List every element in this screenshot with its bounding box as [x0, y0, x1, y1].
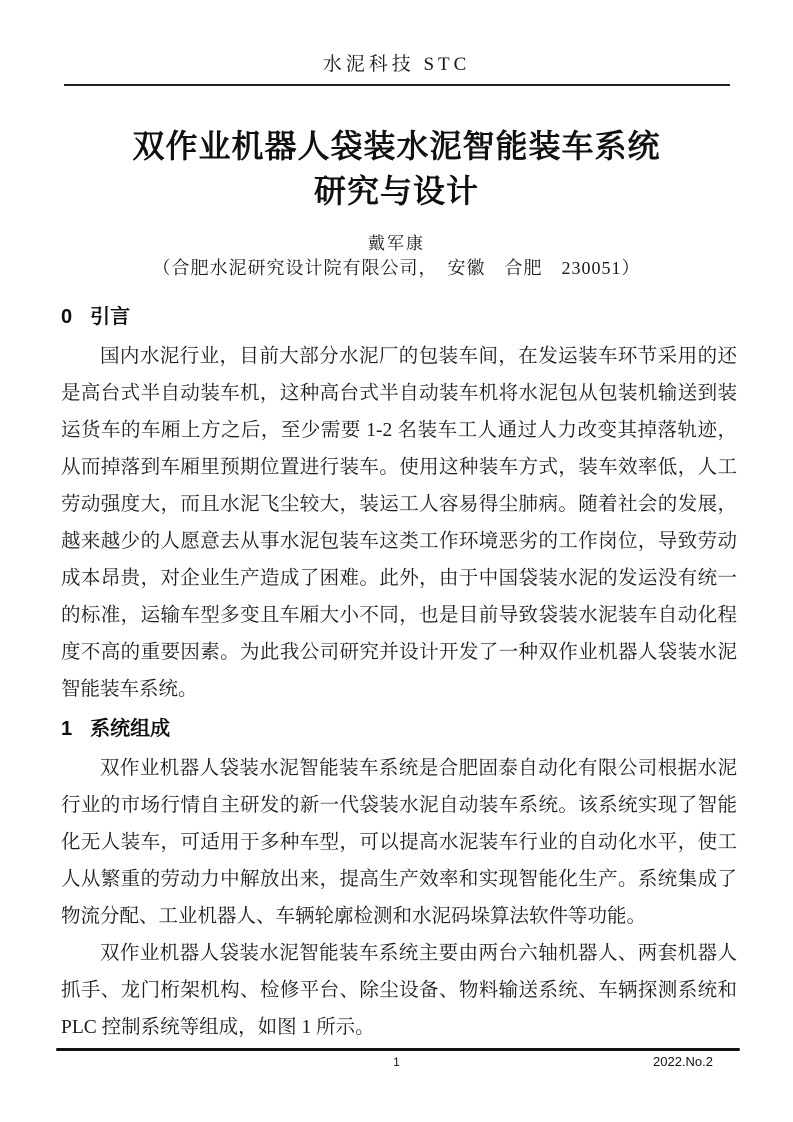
section-heading-introduction [61, 302, 737, 332]
footer-issue-label: 2022.No.2 [653, 1054, 713, 1069]
section-heading-label: 引言 [90, 306, 131, 328]
article-body [61, 302, 737, 1046]
section-heading-system-composition [61, 714, 737, 744]
article-affiliation: （合肥水泥研究设计院有限公司， 安徽 合肥 230051） [152, 258, 641, 278]
paragraph-system-overview: 双作业机器人袋装水泥智能装车系统是合肥固泰自动化有限公司根据水泥行业的市场行情自主研发的新一代袋装水泥自动装车系统。该系统实现了智能化无人装车，可适用于多种车型，可以提高水泥装车行业的自动化水平，使工人从繁重的劳动力中解放出来，提高生产效率和实现智能化生产。系统集成了物流分配、工业机器人、车辆轮廓检测和水泥码垛算法软件等功能。 [61, 758, 737, 927]
article-title-line2: 研究与设计 [313, 173, 479, 209]
paragraph-system-components: 双作业机器人袋装水泥智能装车系统主要由两台六轴机器人、两套机器人抓手、龙门桁架机构、检修平台、除尘设备、物料输送系统、车辆探测系统和 PLC 控制系统等组成，如图 1 所示。 [61, 943, 737, 1038]
article-title-line1: 双作业机器人袋装水泥智能装车系统 [132, 128, 661, 164]
footer-divider-rule [56, 1048, 740, 1051]
section-heading-label: 系统组成 [90, 718, 171, 740]
article-title [0, 124, 793, 214]
section-number: 1 [61, 718, 73, 740]
journal-running-head: 水泥科技 STC [322, 54, 471, 75]
footer-page-number: 1 [393, 1055, 400, 1069]
article-author: 戴军康 [368, 234, 425, 253]
paragraph-introduction: 国内水泥行业，目前大部分水泥厂的包装车间，在发运装车环节采用的还是高台式半自动装车机，这种高台式半自动装车机将水泥包从包装机输送到装运货车的车厢上方之后，至少需要 1-2 名装车工人通过人力改变其掉落轨迹，从而掉落到车厢里预期位置进行装车。使用这种装车方式，装车效率低，人工劳动强度大，而且水泥飞尘较大，装运工人容易得尘肺病。随着社会的发展，越来越少的人愿意去从事水泥包装车这类工作环境恶劣的工作岗位，导致劳动成本昂贵，对企业生产造成了困难。此外，由于中国袋装水泥的发运没有统一的标准，运输车型多变且车厢大小不同，也是目前导致袋装水泥装车自动化程度不高的重要因素。为此我公司研究并设计开发了一种双作业机器人袋装水泥智能装车系统。 [61, 346, 737, 700]
section-number: 0 [61, 306, 73, 328]
header-divider-rule [64, 84, 730, 86]
